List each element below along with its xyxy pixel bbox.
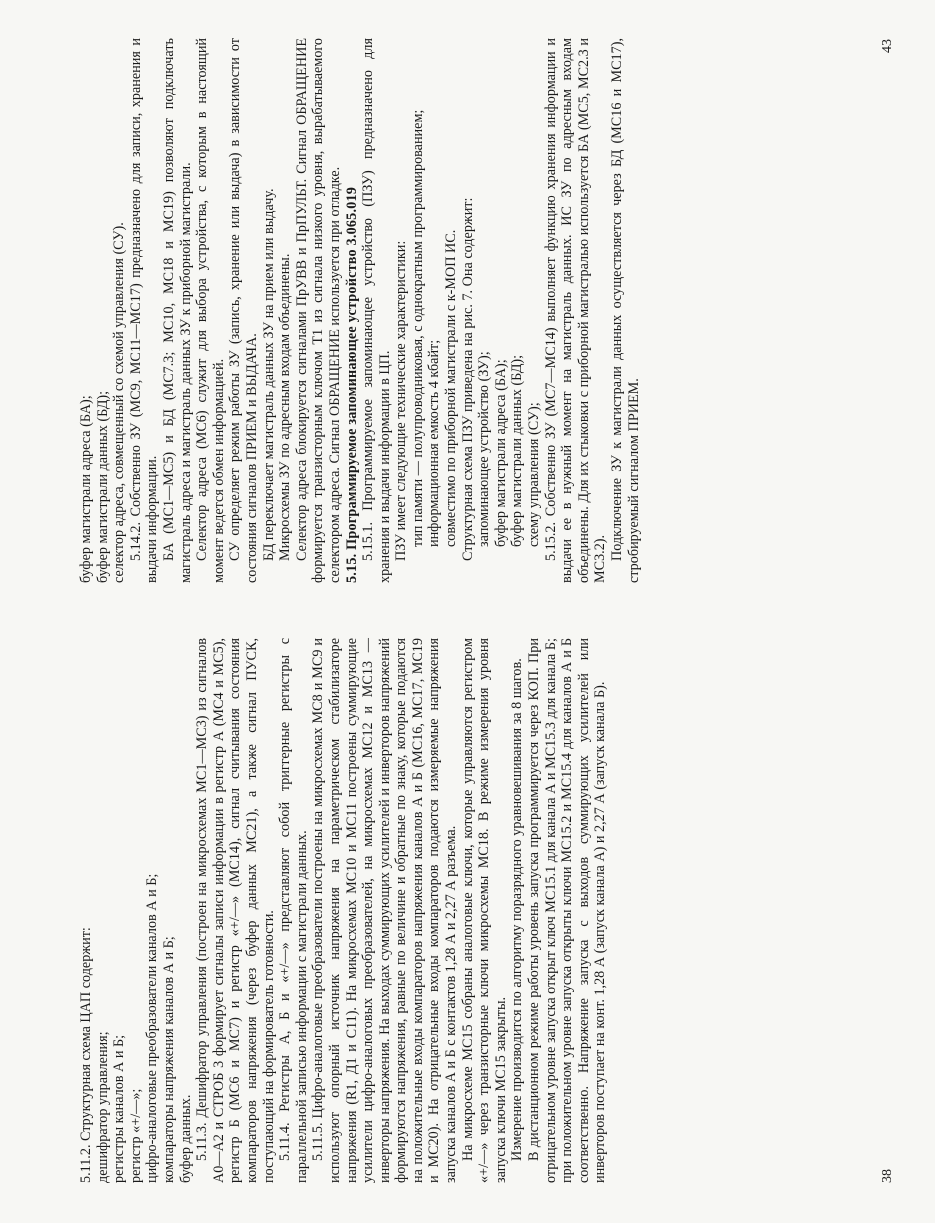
paragraph-micro: Микросхемы ЗУ по адресным входам объединены. (277, 253, 294, 561)
paragraph-pzu: ПЗУ имеет следующие технические характеристики: (393, 240, 410, 561)
paragraph-mc15: На микросхеме МС15 собраны аналоговые ключи, которые управляются регистром «+/—» через транзисторные ключи микросхемы МС18. В режиме измерения уровня запуска ключи МС15 закрыты. (459, 638, 509, 1183)
section-title: 5.15. Программируемое запоминающее устройство 3.065.019 (343, 186, 360, 583)
list-heading: 5.11.2. Структурная схема ЦАП содержит: (78, 927, 94, 1183)
list-item: регистры каналов А и Б; (111, 1034, 128, 1183)
paragraph-5-11-4: 5.11.4. Регистры А, Б и «+/—» представляют собой триггерные регистры с параллельной записью информации с магистрали данных. (277, 638, 310, 1183)
page-number-right: 43 (880, 39, 895, 53)
paragraph-su: СУ определяет режим работы ЗУ (запись, хранение или выдача) в зависимости от состояния сигналов ПРИЕМ и ВЫДАЧА. (227, 38, 260, 583)
char-capacity: информационная емкость 4 кбайт; (426, 339, 443, 547)
paragraph-bd: БД переключает магистраль данных ЗУ на прием или выдачу. (260, 188, 277, 561)
paragraph-ba: БА (МС1—МС5) и БД (МС7.3; МС10, МС18 и МС19) позволяют подключать магистраль адреса и магистраль данных ЗУ к приборной магистрали. (160, 38, 194, 583)
char-compat: совместимо по приборной магистрали с к-МОП ИС. (443, 229, 460, 547)
paragraph-measure: Измерение производится по алгоритму поразрядного уравновешивания за 8 шагов. (509, 658, 526, 1161)
list-item: цифро-аналоговые преобразователи каналов А и Б; (144, 873, 161, 1183)
right-page-text (78, 38, 642, 583)
list-item: компараторы напряжения каналов А и Б; (160, 936, 177, 1183)
paragraph-5-15-1: 5.15.1. Программируемое запоминающее устройство (ПЗУ) предназначено для хранения и выдачи информации в ЦП. (360, 38, 393, 583)
paragraph-5-11-5: 5.11.5. Цифро-аналоговые преобразователи построены на микросхемах МС8 и МС9 и используют опорный источник напряжения на параметрическом стабилизаторе напряжения (R1, Д1 и С11). На микросхемах МС10 и МС11 построены суммирующие усилители цифро-аналоговых преобразователей, на микросхемах МС12 и МС13 — инверторы напряжения. На выходах суммирующих усилителей и инверторов напряжений формируются напряжения, равные по величине и обратные по знаку, которые подаются на положительные входы компараторов напряжения каналов А и Б (МС16, МС17, МС19 и МС20). На отрицательные входы компараторов подаются измеряемые напряжения запуска каналов А и Б с контактов 1,28 А и 2,27 А разъема. (310, 638, 460, 1183)
char-type: тип памяти — полупроводниковая, с однократным программированием; (409, 109, 426, 547)
list-item: селектор адреса, совмещенный со схемой управления (СУ). (111, 222, 128, 583)
paragraph-selector: Селектор адреса (МС6) служит для выбора устройства, с которым в настоящий момент ведется обмен информацией. (194, 38, 227, 583)
list-item: дешифратор управления; (94, 1031, 111, 1183)
paragraph-connect: Подключение ЗУ к магистрали данных осуществляется через БД (МС16 и МС17), стробируемый сигналом ПРИЕМ. (609, 38, 642, 583)
paragraph-5-15-2: 5.15.2. Собственно ЗУ (МС7—МС14) выполняет функцию хранения информации и выдачи ее в нужный момент на магистраль данных. ИС ЗУ по адресным входам объединены. Для их стыковки с приборной магистралью используется БА (МС5, МС2.3 и МС3.2). (542, 38, 609, 583)
left-page-text (78, 638, 609, 1183)
paragraph-remote: В дистанционном режиме работы уровень запуска программируется через КОП. При отрицательном уровне запуска открыт ключ МС15.1 для канала А и МС15.3 для канала Б; при положительном уровне запуска открыты ключи МС15.2 и МС15.4 для каналов А и Б соответственно. Напряжение запуска с выходов суммирующих усилителей или инверторов поступает на конт. 1,28 А (запуск канала А) и 2,27 А (запуск канала Б). (526, 638, 609, 1183)
paragraph-5-14-2: 5.14.2. Собственно ЗУ (МС9, МС11—МС17) предназначено для записи, хранения и выдачи информации. (127, 38, 161, 583)
list-item: буфер данных. (177, 1094, 194, 1183)
paragraph-struct: Структурная схема ПЗУ приведена на рис. 7. Она содержит: (459, 197, 476, 561)
struct-item: запоминающее устройство (ЗУ); (476, 351, 493, 547)
struct-item: буфер магистрали адреса (БА); (492, 359, 509, 547)
list-item: регистр «+/—»; (127, 1088, 144, 1183)
struct-item: схему управления (СУ); (526, 402, 543, 547)
paragraph-selector-block: Селектор адреса блокируется сигналами ПрУВВ и ПрПУЛЬТ. Сигнал ОБРАЩЕНИЕ формируется транзисторным ключом Т1 из сигнала низкого уровня, вырабатываемого селектором адреса. Сигнал ОБРАЩЕНИЕ используется при отладке. (293, 38, 343, 583)
page-number-left: 38 (880, 1169, 895, 1183)
paragraph-5-11-3: 5.11.3. Дешифратор управления (построен на микросхемах МС1—МС3) из сигналов А0—А2 и СТРОБ 3 формирует сигналы записи информации в регистр А (МС4 и МС5), регистр Б (МС6 и МС7) и регистр «+/—» (МС14), сигнал считывания состояния компараторов напряжения (через буфер данных МС21), а также сигнал ПУСК, поступающий на формирователь готовности. (194, 638, 277, 1183)
struct-item: буфер магистрали данных (БД); (509, 354, 526, 547)
list-item: буфер магистрали данных (БД); (94, 390, 111, 583)
list-item: буфер магистрали адреса (БА); (78, 395, 94, 583)
